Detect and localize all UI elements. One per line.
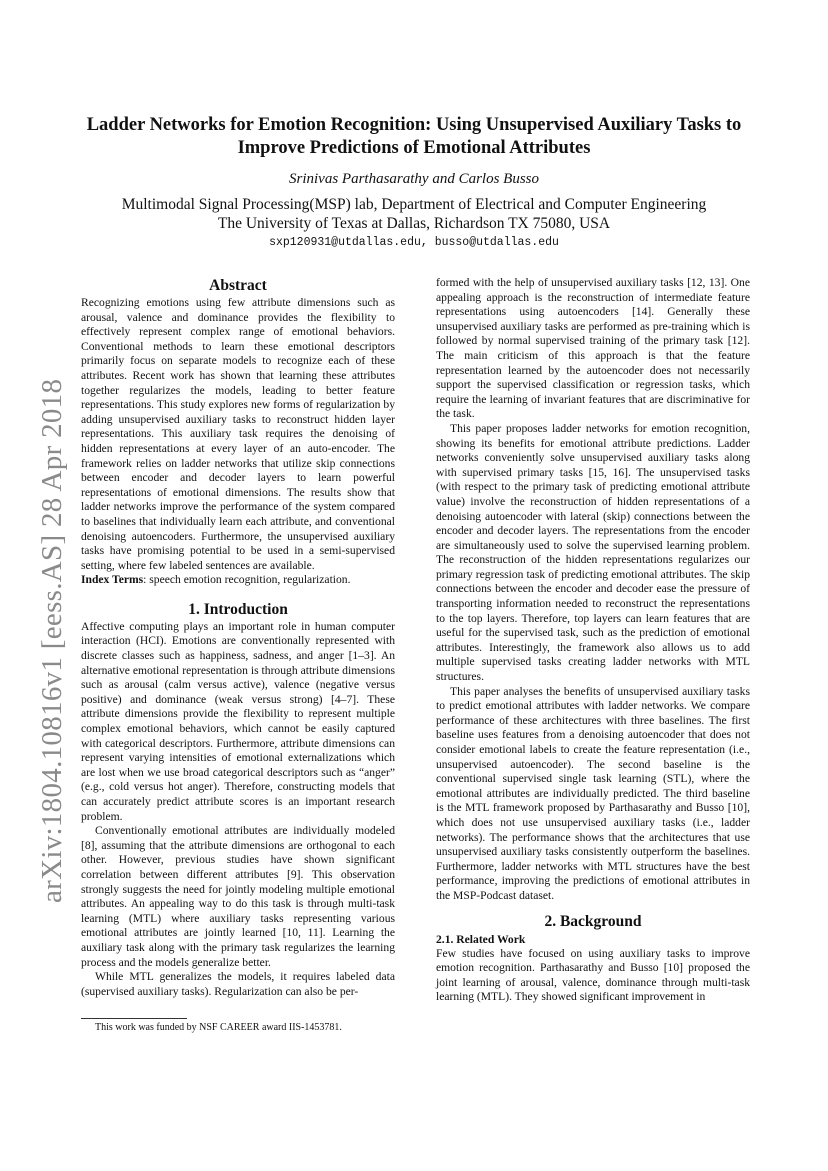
funding-footnote: This work was funded by NSF CAREER award IIS-1453781. <box>95 1022 342 1033</box>
index-terms-label: Index Terms <box>81 573 144 587</box>
arxiv-identifier: arXiv:1804.10816v1 [eess.AS] 28 Apr 2018 <box>36 378 68 903</box>
footnote-rule <box>81 1018 187 1019</box>
related-work-paragraph: Few studies have focused on using auxiliary tasks to improve emotion recognition. Parthasarathy and Busso [10] proposed the joint learning of arousal, valence, dominance through multi-task learning (MTL). They showed significant improvement in <box>436 946 750 1004</box>
author-emails: sxp120931@utdallas.edu, busso@utdallas.edu <box>269 236 559 249</box>
abstract-heading: Abstract <box>209 277 267 294</box>
index-terms <box>81 573 395 588</box>
intro-heading: 1. Introduction <box>188 600 288 618</box>
right-column <box>436 276 750 1005</box>
intro-paragraph-4: formed with the help of unsupervised auxiliary tasks [12, 13]. One appealing approach is the reconstruction of intermediate feature representations using autoencoders [14]. Generally these unsupervised auxiliary tasks are performed as pre-training which is followed by normal supervised training of the primary task [12]. The main criticism of this approach is that the feature representation learned by the autoencoder does not necessarily support the supervised classification or regression tasks, which require the learning of invariant features that are discriminative for the task. <box>436 276 750 421</box>
index-terms-text: : speech emotion recognition, regularization. <box>143 573 351 587</box>
abstract-text: Recognizing emotions using few attribute dimensions such as arousal, valence and dominance provides the flexibility to effectively represent complex range of emotional behaviors. Conventional methods to learn these emotional descriptors primarily focus on separate models to recognize each of these attributes. Recent work has shown that learning these attributes together regularizes the models, leading to better feature representations. This study explores new forms of regularization by adding unsupervised auxiliary tasks to reconstruct hidden layer representations. This auxiliary task requires the denoising of hidden representations at every layer of an auto-encoder. The framework relies on ladder networks that utilize skip connections between encoder and decoder layers to learn powerful representations of emotional dimensions. The results show that ladder networks improve the performance of the system compared to baselines that individually learn each attribute, and conventional denoising autoencoders. Furthermore, the unsupervised auxiliary tasks have promising potential to be used in a semi-supervised setting, where few labeled sentences are available. <box>81 296 395 572</box>
intro-paragraph-2: Conventionally emotional attributes are individually modeled [8], assuming that the attribute dimensions are orthogonal to each other. However, previous studies have shown significant correlation between different attributes [9]. This observation strongly suggests the need for jointly modeling multiple emotional attributes. An appealing way to do this task is through multi-task learning (MTL) where auxiliary tasks representing various emotional attributes are jointly learned [10, 11]. Learning the auxiliary task along with the primary task regularizes the learning process and the models generalize better. <box>81 824 395 969</box>
left-column <box>81 276 395 999</box>
affiliation-line-1: Multimodal Signal Processing(MSP) lab, Department of Electrical and Computer Engineering <box>121 196 707 213</box>
background-heading: 2. Background <box>544 912 642 930</box>
affiliation-line-2: The University of Texas at Dallas, Richardson TX 75080, USA <box>217 215 611 232</box>
related-work-heading: 2.1. Related Work <box>436 932 526 946</box>
intro-paragraph-5: This paper proposes ladder networks for emotion recognition, showing its benefits for emotional attribute predictions. Ladder networks conveniently solve unsupervised auxiliary tasks along with supervised primary tasks [15, 16]. The unsupervised tasks (with respect to the primary task of predicting emotional attribute value) involve the reconstruction of hidden representations of a denoising autoencoder with lateral (skip) connections between the encoder and decoder layers. The representations from the encoder are simultaneously used to solve the supervised learning problem. The reconstruction of the hidden representations regularizes our primary regression task of predicting emotional attributes. The skip connections between the encoder and decoder ease the pressure of transporting information needed to reconstruct the representations to the top layers. Therefore, top layers can learn features that are useful for the supervised task, such as the prediction of emotional attributes. Interestingly, the framework also allows us to add multiple supervised tasks creating ladder networks with MTL structures. <box>436 421 750 684</box>
arxiv-side-stamp <box>14 350 74 910</box>
paper-authors: Srinivas Parthasarathy and Carlos Busso <box>288 171 540 187</box>
affiliation <box>80 195 748 233</box>
intro-paragraph-1: Affective computing plays an important role in human computer interaction (HCI). Emotions are conventionally represented with discrete classes such as happiness, sadness, and anger [1–3]. An alternative emotional representation is through attribute dimensions such as arousal (calm versus active), valence (negative versus positive) and dominance (weak versus strong) [4–7]. These attribute dimensions provide the flexibility to represent multiple complex emotional behaviors, which cannot be easily captured with categorical descriptors. Furthermore, attribute dimensions can represent varying intensities of emotional externalizations which are lost when we use broad categorical descriptors such as “anger” (e.g., cold versus hot anger). Therefore, constructing models that can accurately predict attribute scores is an important research problem. <box>81 619 395 823</box>
paper-title: Ladder Networks for Emotion Recognition: Using Unsupervised Auxiliary Tasks to Improve Predictions of Emotional Attributes <box>86 115 742 158</box>
intro-paragraph-6: This paper analyses the benefits of unsupervised auxiliary tasks to predict emotional attributes with ladder networks. We compare performance of these architectures with three baselines. The first baseline uses features from a denoising autoencoder that does not consider emotional labels to create the feature representation (i.e., unsupervised autoencoder). The second baseline is the conventional supervised single task learning (STL), where the emotional attributes are individually predicted. The third baseline is the MTL framework proposed by Parthasarathy and Busso [10], which does not use unsupervised auxiliary tasks (i.e., ladder networks). The performance shows that the architectures that use unsupervised auxiliary tasks consistently outperform the baselines. Furthermore, ladder networks with MTL structures have the best performance, improving the predictions of emotional attributes in the MSP-Podcast dataset. <box>436 684 750 902</box>
intro-paragraph-3: While MTL generalizes the models, it requires labeled data (supervised auxiliary tasks). Regularization can also be per- <box>81 970 395 998</box>
